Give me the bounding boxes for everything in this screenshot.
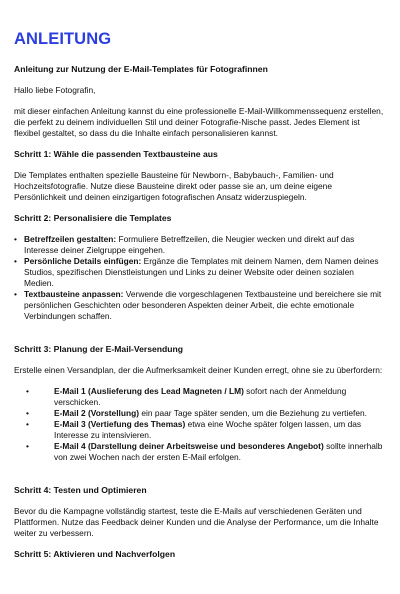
list-item: [14, 419, 386, 441]
list-item: [14, 256, 386, 289]
greeting: Hallo liebe Fotografin,: [14, 85, 96, 95]
document-subtitle: Anleitung zur Nutzung der E-Mail-Templates für Fotografinnen: [14, 64, 268, 74]
list-item: [14, 408, 386, 419]
bullet-icon: •: [26, 441, 29, 451]
bullet-icon: •: [26, 408, 29, 418]
list-item-text: Ergänze die Templates mit deinem Namen, dem Namen deines Studios, spezifischen Dienstleistungen und Links zu deiner Website oder deinen sozialen Medien.: [24, 256, 379, 288]
list-item-text: sofort nach der Anmeldung verschicken.: [54, 386, 347, 407]
list-item-bold: E-Mail 3 (Vertiefung des Themas): [54, 419, 186, 429]
list-item: [14, 386, 386, 408]
bullet-icon: •: [14, 234, 17, 244]
list-item-bold: E-Mail 2 (Vorstellung): [54, 408, 139, 418]
step-3-text: Erstelle einen Versandplan, der die Aufmerksamkeit deiner Kunden erregt, ohne sie zu überfordern:: [14, 365, 383, 375]
list-item-bold: Textbausteine anpassen:: [24, 289, 124, 299]
list-item: [14, 441, 386, 463]
list-item-text: sollte innerhalb von zwei Wochen nach der ersten E-Mail erfolgen.: [54, 441, 383, 462]
step-5-heading: Schritt 5: Aktivieren und Nachverfolgen: [14, 549, 176, 559]
list-item: [14, 289, 386, 322]
step-1-heading: Schritt 1: Wähle die passenden Textbausteine aus: [14, 149, 218, 159]
bullet-icon: •: [14, 256, 17, 266]
step-1-text: Die Templates enthalten spezielle Bausteine für Newborn-, Babybauch-, Familien- und Hochzeitsfotografie. Nutze diese Bausteine direkt oder passe sie an, um deine eigene Persönlichkeit und deinen einzigartigen fotografischen Ansatz widerzuspiegeln.: [14, 170, 334, 202]
bullet-icon: •: [26, 419, 29, 429]
list-item-text: Verwende die vorgeschlagenen Textbausteine und bereichere sie mit persönlichen Geschichten oder besonderen Aspekten deiner Arbeit, die echte emotionale Verbindungen schaffen.: [24, 289, 382, 321]
list-item-bold: E-Mail 4 (Darstellung deiner Arbeitsweise und besonderes Angebot): [54, 441, 324, 451]
step-4-text: Bevor du die Kampagne vollständig startest, teste die E-Mails auf verschiedenen Geräten und Plattformen. Nutze das Feedback deiner Kunden und die Analyse der Performance, um die Inhalte weiter zu verbessern.: [14, 506, 379, 538]
step-4-heading: Schritt 4: Testen und Optimieren: [14, 485, 147, 495]
step-3-heading: Schritt 3: Planung der E-Mail-Versendung: [14, 344, 184, 354]
list-item-bold: E-Mail 1 (Auslieferung des Lead Magneten / LM): [54, 386, 244, 396]
list-item-text: etwa eine Woche später folgen lassen, um das Interesse zu intensivieren.: [54, 419, 362, 440]
list-item: [14, 234, 386, 256]
document-title: ANLEITUNG: [14, 30, 112, 48]
bullet-icon: •: [14, 289, 17, 299]
step-2-list: [14, 234, 386, 322]
list-item-bold: Persönliche Details einfügen:: [24, 256, 142, 266]
bullet-icon: •: [26, 386, 29, 396]
list-item-text: Formuliere Betreffzeilen, die Neugier wecken und direkt auf das Interesse deiner Zielgruppe eingehen.: [24, 234, 355, 255]
step-3-list: [14, 386, 386, 463]
list-item-bold: Betreffzeilen gestalten:: [24, 234, 117, 244]
step-2-heading: Schritt 2: Personalisiere die Templates: [14, 213, 172, 223]
intro-paragraph: mit dieser einfachen Anleitung kannst du eine professionelle E-Mail-Willkommenssequenz erstellen, die perfekt zu deinem individuellen Stil und deiner Fotografie-Nische passt. Jedes Element ist flexibel gestaltet, so dass du die Inhalte einfach personalisieren kannst.: [14, 106, 384, 138]
list-item-text: ein paar Tage später senden, um die Beziehung zu vertiefen.: [139, 408, 367, 418]
